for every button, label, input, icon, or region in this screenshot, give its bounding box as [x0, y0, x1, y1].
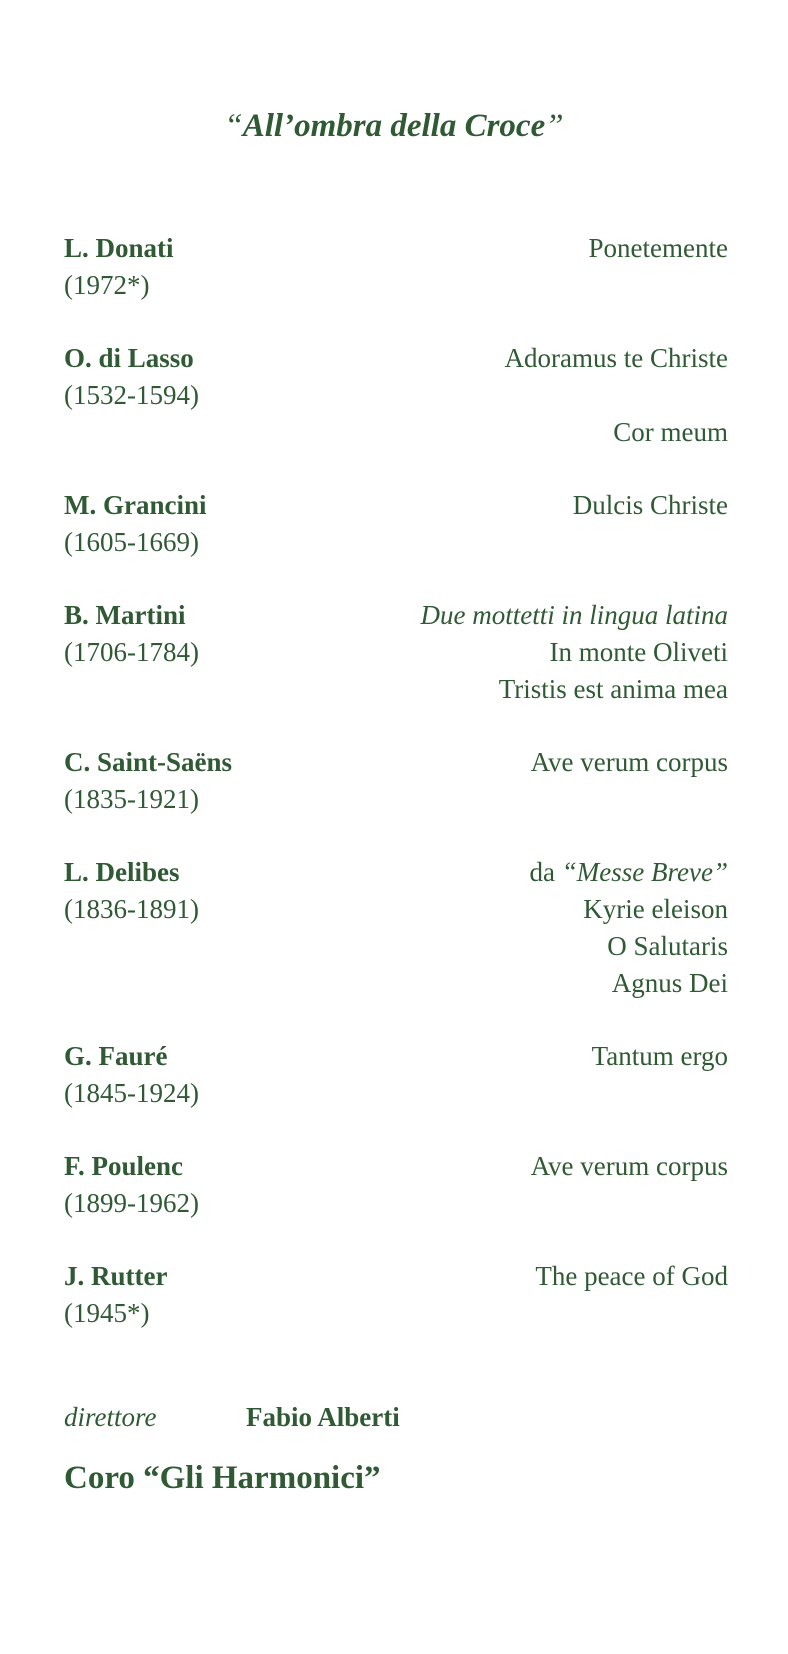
director-label: direttore: [64, 1402, 157, 1432]
director-line: [64, 1402, 400, 1433]
title-open-quote: “: [224, 108, 243, 144]
composer-dates: (1706-1784): [64, 637, 199, 667]
composer-dates: (1845-1924): [64, 1078, 199, 1108]
composer-name: C. Saint-Saëns: [64, 747, 233, 777]
composer-name: J. Rutter: [64, 1261, 168, 1291]
title-close-quote: ”: [545, 108, 564, 144]
composer-name: B. Martini: [64, 600, 186, 630]
program-list: [64, 230, 728, 1332]
piece-title: Dulcis Christe: [572, 490, 728, 520]
composer-dates: (1945*): [64, 1298, 150, 1328]
piece-title: The peace of God: [535, 1261, 728, 1291]
composer-name: M. Grancini: [64, 490, 207, 520]
composer-dates: (1899-1962): [64, 1188, 199, 1218]
piece-title: O Salutaris: [607, 931, 728, 961]
piece-heading: da “Messe Breve”: [529, 857, 728, 887]
composer-dates: (1836-1891): [64, 894, 199, 924]
composer-name: L. Donati: [64, 233, 174, 263]
composer-name: G. Fauré: [64, 1041, 168, 1071]
composer-name: F. Poulenc: [64, 1151, 184, 1181]
program-entry: [64, 487, 728, 561]
program-entry: [64, 1038, 728, 1112]
composer-dates: (1532-1594): [64, 380, 199, 410]
piece-title: Agnus Dei: [611, 968, 728, 998]
piece-title: Ave verum corpus: [530, 1151, 728, 1181]
piece-title: Adoramus te Christe: [504, 343, 728, 373]
program-entry: [64, 854, 728, 1002]
piece-title: Cor meum: [613, 417, 728, 447]
piece-title: Tantum ergo: [591, 1041, 728, 1071]
page-title: [0, 108, 788, 145]
director-name: Fabio Alberti: [246, 1402, 400, 1432]
piece-title: Tristis est anima mea: [498, 674, 728, 704]
composer-dates: (1605-1669): [64, 527, 199, 557]
program-entry: [64, 744, 728, 818]
piece-title: Ponetemente: [588, 233, 728, 263]
choir-name: Coro “Gli Harmonici”: [64, 1460, 381, 1496]
program-entry: [64, 1258, 728, 1332]
piece-title: In monte Oliveti: [549, 637, 728, 667]
piece-title: Ave verum corpus: [530, 747, 728, 777]
program-entry: [64, 1148, 728, 1222]
composer-name: O. di Lasso: [64, 343, 194, 373]
composer-name: L. Delibes: [64, 857, 180, 887]
piece-title: Kyrie eleison: [583, 894, 728, 924]
composer-dates: (1972*): [64, 270, 150, 300]
composer-dates: (1835-1921): [64, 784, 199, 814]
title-text: All’ombra della Croce: [242, 108, 546, 144]
piece-title: Due mottetti in lingua latina: [420, 600, 728, 630]
piece-title: [530, 854, 728, 891]
program-entry: [64, 230, 728, 304]
program-entry: [64, 340, 728, 451]
program-entry: [64, 597, 728, 708]
